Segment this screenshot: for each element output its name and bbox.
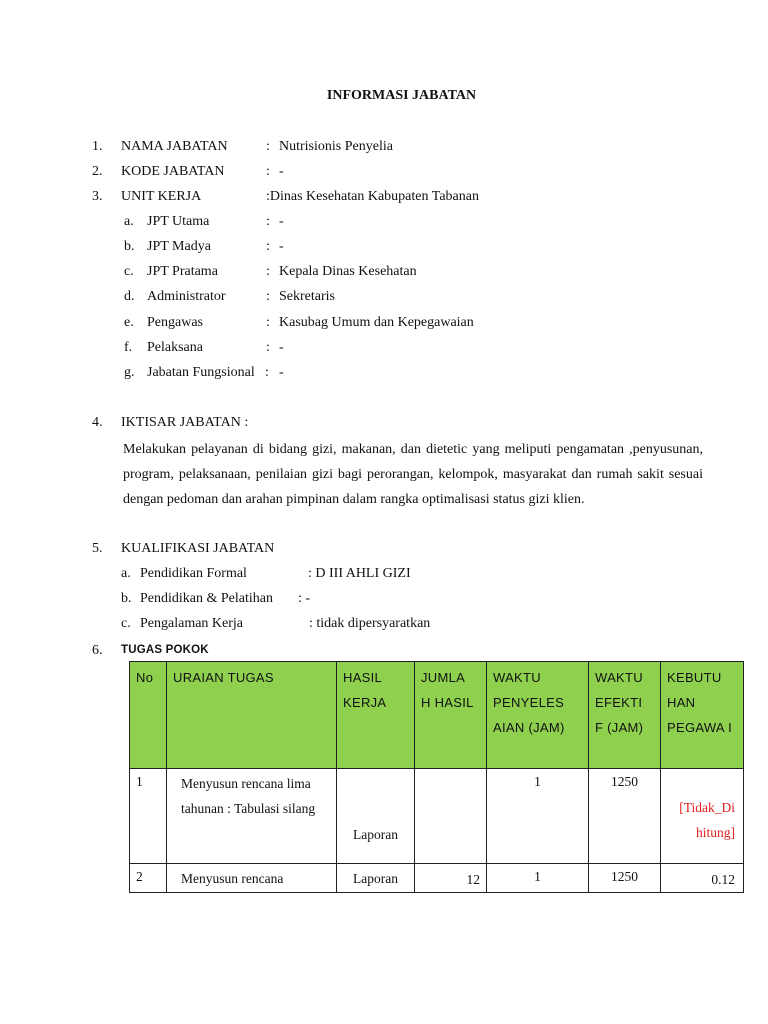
header-hasil-kerja: HASIL KERJA (337, 662, 415, 769)
colon: : (266, 214, 270, 229)
label-kualifikasi-jabatan: KUALIFIKASI JABATAN (121, 541, 275, 556)
cell-waktu-penyelesaian: 1 (487, 769, 589, 864)
value-jpt-utama: - (279, 214, 284, 229)
colon: : (266, 289, 270, 304)
label-pengalaman-kerja: Pengalaman Kerja (140, 616, 244, 631)
colon: : (266, 239, 270, 254)
cell-uraian: Menyusun rencana lima tahunan : Tabulasi silang (167, 769, 337, 864)
cell-hasil: Laporan (337, 769, 415, 864)
label-jpt-madya: JPT Madya (147, 239, 211, 254)
label-jabatan-fungsional: Jabatan Fungsional (147, 365, 255, 380)
cell-jumlah: 12 (415, 864, 487, 893)
iktisar-paragraph: Melakukan pelayanan di bidang gizi, makanan, dan dietetic yang meliputi pengamatan ,penyusunan, program, pelaksanaan, penilaian gizi bagi perorangan, kelompok, masyarakat dan rumah sakit sesuai dengan pedoman dan arahan pimpinan dalam rangka optimalisasi status gizi klien. (123, 442, 703, 508)
colon: : (266, 139, 270, 154)
label-nama-jabatan: NAMA JABATAN (121, 139, 228, 154)
value-jabatan-fungsional: - (279, 365, 284, 380)
value-pendidikan-formal: : D III AHLI GIZI (308, 566, 411, 581)
label-tugas-pokok: TUGAS POKOK (121, 644, 209, 656)
label-iktisar-jabatan: IKTISAR JABATAN : (121, 415, 249, 430)
cell-waktu-efektif: 1250 (589, 864, 661, 893)
cell-waktu-efektif: 1250 (589, 769, 661, 864)
sub-letter: b. (124, 239, 135, 254)
value-pengawas: Kasubag Umum dan Kepegawaian (279, 315, 474, 330)
header-kebutuhan-pegawai: KEBUTU HAN PEGAWA I (661, 662, 744, 769)
header-uraian-tugas: URAIAN TUGAS (167, 662, 337, 769)
cell-no: 1 (130, 769, 167, 864)
colon: : (266, 164, 270, 179)
sub-letter: f. (124, 340, 133, 355)
value-pengalaman-kerja: : tidak dipersyaratkan (309, 616, 431, 631)
cell-waktu-penyelesaian: 1 (487, 864, 589, 893)
sub-letter: b. (121, 591, 132, 606)
label-pelaksana: Pelaksana (147, 340, 203, 355)
cell-hasil: Laporan (337, 864, 415, 893)
colon: : (266, 189, 270, 204)
cell-kebutuhan: 0.12 (661, 864, 744, 893)
item-number: 3. (92, 189, 103, 204)
item-number: 6. (92, 643, 103, 658)
value-unit-kerja (266, 189, 479, 205)
document-title: INFORMASI JABATAN (326, 88, 477, 103)
colon: : (265, 365, 269, 380)
value-kode-jabatan: - (279, 164, 284, 179)
label-unit-kerja: UNIT KERJA (121, 189, 202, 204)
sub-letter: d. (124, 289, 135, 304)
colon: : (266, 315, 270, 330)
item-number: 2. (92, 164, 103, 179)
value-nama-jabatan: Nutrisionis Penyelia (279, 139, 393, 154)
label-pengawas: Pengawas (147, 315, 203, 330)
label-jpt-utama: JPT Utama (147, 214, 210, 229)
cell-no: 2 (130, 864, 167, 893)
table-header-row (130, 662, 744, 769)
sub-letter: g. (124, 365, 135, 380)
sub-letter: c. (124, 264, 134, 279)
header-jumlah-hasil: JUMLA H HASIL (415, 662, 487, 769)
label-kode-jabatan: KODE JABATAN (121, 164, 225, 179)
value-pelaksana: - (279, 340, 284, 355)
value-jpt-madya: - (279, 239, 284, 254)
sub-letter: a. (121, 566, 131, 581)
item-number: 1. (92, 139, 103, 154)
item-number: 4. (92, 415, 103, 430)
label-pendidikan-formal: Pendidikan Formal (140, 566, 247, 581)
value-administrator: Sekretaris (279, 289, 335, 304)
label-jpt-pratama: JPT Pratama (147, 264, 218, 279)
label-administrator: Administrator (147, 289, 226, 304)
unit-kerja-text: Dinas Kesehatan Kabupaten Tabanan (269, 189, 479, 204)
colon: : (266, 264, 270, 279)
sub-letter: c. (121, 616, 131, 631)
header-waktu-penyelesaian: WAKTU PENYELES AIAN (JAM) (487, 662, 589, 769)
value-jpt-pratama: Kepala Dinas Kesehatan (279, 264, 417, 279)
header-waktu-efektif: WAKTU EFEKTI F (JAM) (589, 662, 661, 769)
colon: : (266, 340, 270, 355)
sub-letter: e. (124, 315, 134, 330)
table-row (130, 864, 744, 893)
cell-uraian: Menyusun rencana (167, 864, 337, 893)
cell-jumlah (415, 769, 487, 864)
tugas-pokok-table (129, 661, 744, 893)
label-pendidikan-pelatihan: Pendidikan & Pelatihan (140, 591, 273, 606)
table-row (130, 769, 744, 864)
cell-kebutuhan: [Tidak_Dihitung] (661, 769, 744, 864)
sub-letter: a. (124, 214, 134, 229)
item-number: 5. (92, 541, 103, 556)
value-pendidikan-pelatihan: : - (298, 591, 311, 606)
header-no: No (130, 662, 167, 769)
